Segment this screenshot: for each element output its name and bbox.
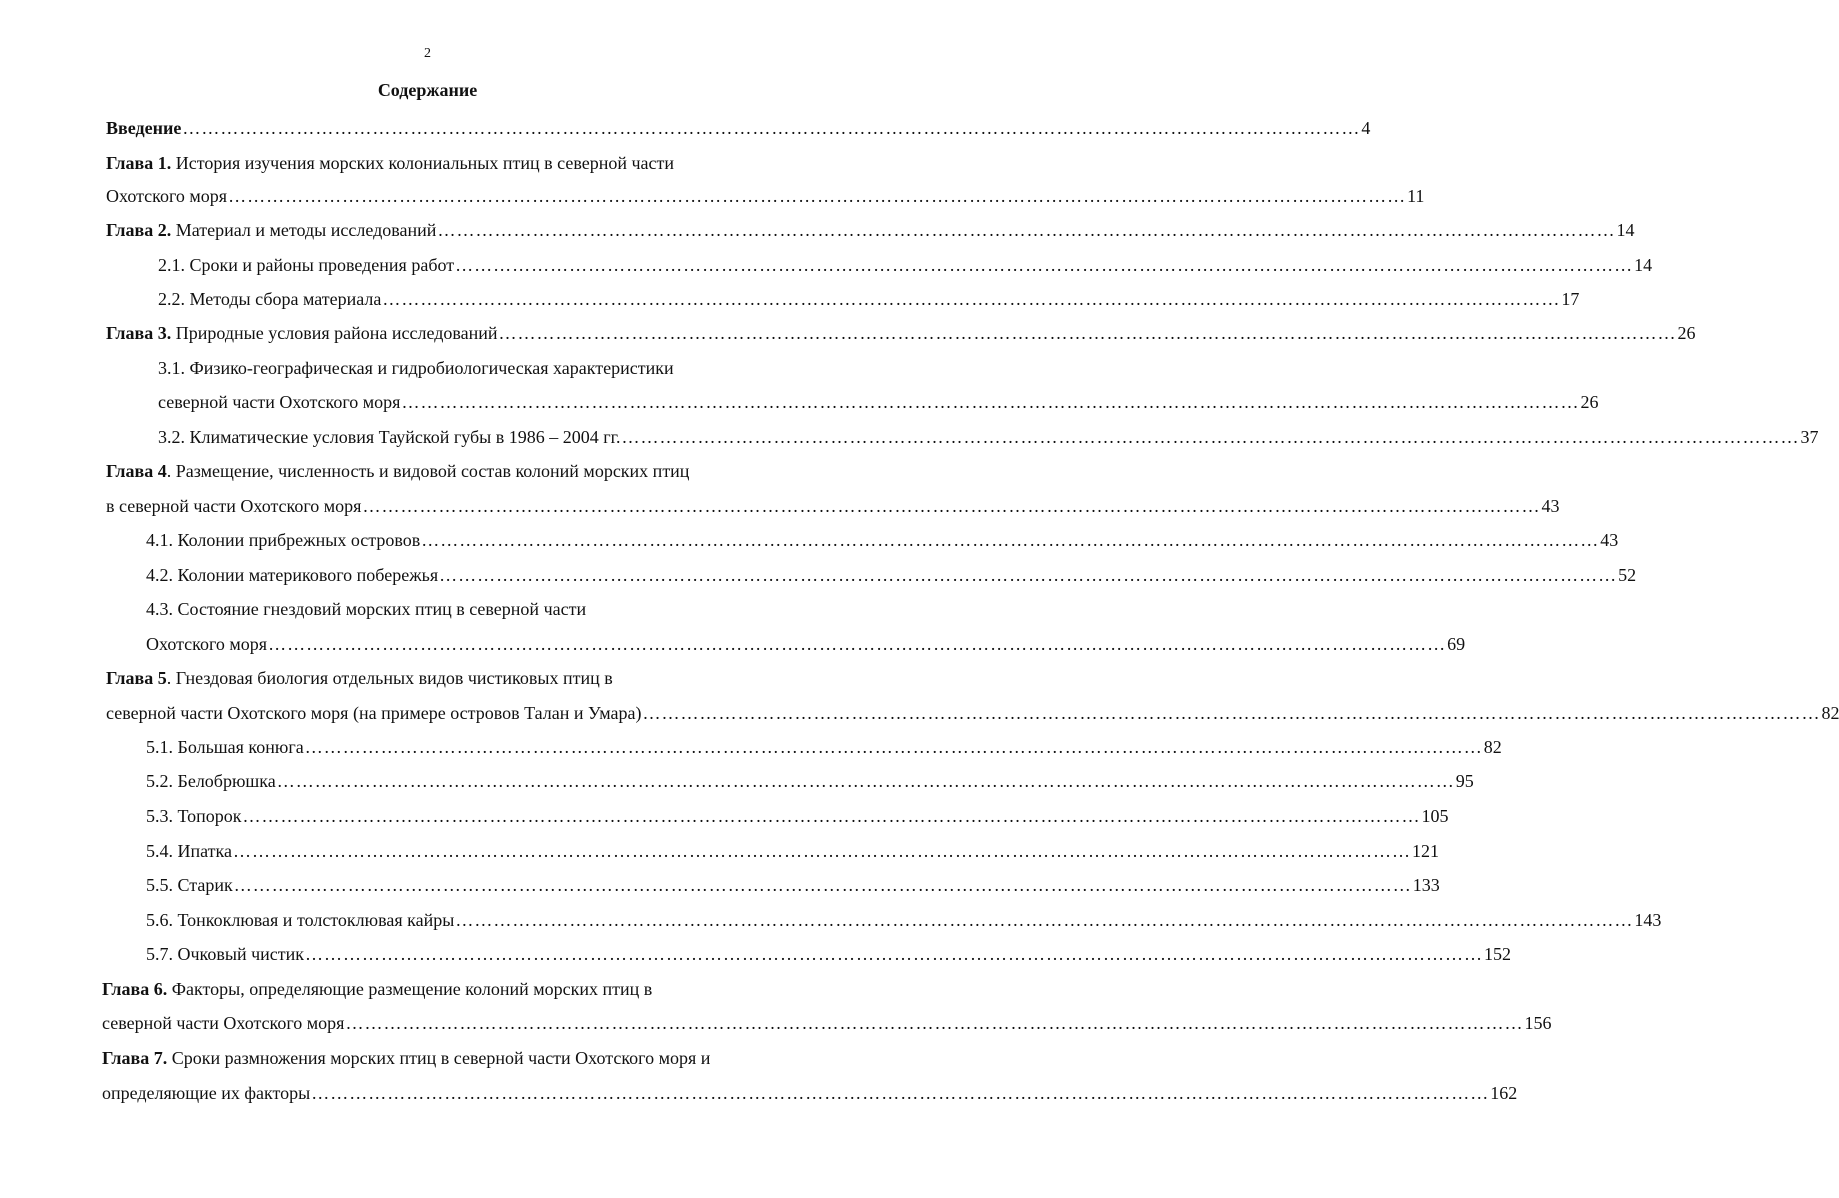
- entry-page: 152: [1484, 944, 1512, 964]
- entry-page: 43: [1600, 530, 1619, 550]
- entry-text: 2.2. Методы сбора материала: [158, 289, 382, 309]
- entry-text: 5.1. Большая конюга: [146, 737, 304, 757]
- toc-entry-chapter-5-cont: [106, 700, 1839, 726]
- entry-text: 5.7. Очковый чистик: [146, 944, 305, 964]
- entry-text: 5.6. Тонкоклювая и толстоклювая кайры: [146, 910, 455, 930]
- dot-leader: ……………………………………………………………………………………………………………………………………………………………………: [276, 771, 1455, 791]
- toc-entry-chapter-1: [106, 150, 766, 176]
- toc-entry-chapter-4: [106, 458, 766, 484]
- toc-entry-chapter-1-cont: [106, 183, 1425, 209]
- entry-page: 82: [1821, 703, 1839, 723]
- entry-page: 133: [1412, 875, 1440, 895]
- toc-entry-chapter-6: [102, 976, 766, 1002]
- toc-entry-4-1: [146, 527, 1619, 553]
- toc-entry-5-2: [146, 768, 1474, 794]
- entry-text: Охотского моря: [106, 186, 228, 206]
- toc-entry-chapter-7-cont: [102, 1080, 1518, 1106]
- toc-entry-5-5: [146, 872, 1440, 898]
- dot-leader: ……………………………………………………………………………………………………………………………………………………………………: [498, 323, 1677, 343]
- toc-entry-2-2: [158, 286, 1580, 312]
- entry-text: 2.1. Сроки и районы проведения работ: [158, 255, 455, 275]
- entry-text: 5.3. Топорок: [146, 806, 242, 826]
- entry-text: северной части Охотского моря (на примере островов Талан и Умара): [106, 703, 642, 723]
- entry-label: Глава 5: [106, 668, 167, 688]
- dot-leader: ……………………………………………………………………………………………………………………………………………………………………: [437, 220, 1616, 240]
- toc-entry-5-7: [146, 941, 1512, 967]
- toc-entry-chapter-5: [106, 665, 766, 691]
- dot-leader: ……………………………………………………………………………………………………………………………………………………………………: [305, 944, 1484, 964]
- entry-page: 121: [1411, 841, 1439, 861]
- toc-entry-3-1-cont: [158, 389, 1599, 415]
- dot-leader: ……………………………………………………………………………………………………………………………………………………………………: [228, 186, 1407, 206]
- entry-text: определяющие их факторы: [102, 1083, 311, 1103]
- entry-page: 4: [1361, 118, 1371, 138]
- entry-label: Введение: [106, 118, 182, 138]
- toc-entry-5-3: [146, 803, 1449, 829]
- entry-text: Природные условия района исследований: [171, 323, 498, 343]
- dot-leader: ……………………………………………………………………………………………………………………………………………………………………: [401, 392, 1580, 412]
- dot-leader: ……………………………………………………………………………………………………………………………………………………………………: [439, 565, 1618, 585]
- dot-leader: ……………………………………………………………………………………………………………………………………………………………………: [232, 841, 1411, 861]
- toc-entry-2-1: [158, 252, 1653, 278]
- entry-text: 5.5. Старик: [146, 875, 233, 895]
- entry-label: Глава 4: [106, 461, 167, 481]
- entry-label: Глава 7.: [102, 1048, 168, 1068]
- entry-page: 105: [1421, 806, 1449, 826]
- entry-page: 156: [1524, 1013, 1552, 1033]
- entry-label: Глава 3.: [106, 323, 172, 343]
- toc-entry-introduction: [106, 115, 1371, 141]
- entry-text: 5.4. Ипатка: [146, 841, 232, 861]
- dot-leader: ……………………………………………………………………………………………………………………………………………………………………: [362, 496, 1541, 516]
- entry-text: История изучения морских колониальных птиц в северной части: [171, 153, 675, 173]
- entry-page: 14: [1616, 220, 1635, 240]
- entry-text: северной части Охотского моря: [158, 392, 401, 412]
- toc-entry-4-3-cont: [146, 631, 1466, 657]
- dot-leader: ……………………………………………………………………………………………………………………………………………………………………: [311, 1083, 1490, 1103]
- entry-page: 82: [1483, 737, 1502, 757]
- entry-text: 3.1. Физико-географическая и гидробиологическая характеристики: [158, 358, 674, 378]
- entry-page: 11: [1407, 186, 1425, 206]
- toc-entry-chapter-3: [106, 320, 1696, 346]
- toc-entry-4-2: [146, 562, 1637, 588]
- toc-entry-chapter-4-cont: [106, 493, 1560, 519]
- toc-entry-3-1: [158, 355, 758, 381]
- entry-text: Охотского моря: [146, 634, 268, 654]
- entry-label: Глава 6.: [102, 979, 168, 999]
- entry-page: 26: [1677, 323, 1696, 343]
- dot-leader: ……………………………………………………………………………………………………………………………………………………………………: [233, 875, 1412, 895]
- dot-leader: ……………………………………………………………………………………………………………………………………………………………………: [345, 1013, 1524, 1033]
- entry-page: 37: [1800, 427, 1819, 447]
- entry-page: 143: [1634, 910, 1662, 930]
- entry-label: Глава 1.: [106, 153, 172, 173]
- toc-entry-3-2: [158, 424, 1819, 450]
- entry-text: в северной части Охотского моря: [106, 496, 362, 516]
- entry-heading: [106, 217, 436, 243]
- toc-entry-5-1: [146, 734, 1502, 760]
- entry-page: 162: [1490, 1083, 1518, 1103]
- entry-label: Глава 2.: [106, 220, 172, 240]
- dot-leader: ……………………………………………………………………………………………………………………………………………………………………: [242, 806, 1421, 826]
- entry-text: 3.2. Климатические условия Тауйской губы в 1986 – 2004 гг.: [158, 427, 621, 447]
- toc-entry-5-4: [146, 838, 1439, 864]
- entry-heading: [106, 320, 498, 346]
- toc-entry-chapter-7: [102, 1045, 782, 1071]
- entry-text: 4.1. Колонии прибрежных островов: [146, 530, 421, 550]
- entry-page: 17: [1561, 289, 1580, 309]
- dot-leader: ……………………………………………………………………………………………………………………………………………………………………: [455, 910, 1634, 930]
- dot-leader: ……………………………………………………………………………………………………………………………………………………………………: [268, 634, 1447, 654]
- entry-text: . Размещение, численность и видовой состав колоний морских птиц: [166, 461, 690, 481]
- entry-page: 26: [1580, 392, 1599, 412]
- entry-page: 69: [1447, 634, 1466, 654]
- entry-text: 5.2. Белобрюшка: [146, 771, 276, 791]
- entry-text: Факторы, определяющие размещение колоний морских птиц в: [167, 979, 653, 999]
- dot-leader: ……………………………………………………………………………………………………………………………………………………………………: [382, 289, 1561, 309]
- page-number: 2: [424, 46, 431, 61]
- dot-leader: ……………………………………………………………………………………………………………………………………………………………………: [455, 255, 1634, 275]
- entry-text: Сроки размножения морских птиц в северной части Охотского моря и: [167, 1048, 711, 1068]
- toc-entry-5-6: [146, 907, 1662, 933]
- entry-text: северной части Охотского моря: [102, 1013, 345, 1033]
- dot-leader: ……………………………………………………………………………………………………………………………………………………………………: [182, 118, 1361, 138]
- dot-leader: ……………………………………………………………………………………………………………………………………………………………………: [642, 703, 1821, 723]
- entry-text: 4.3. Состояние гнездовий морских птиц в северной части: [146, 599, 587, 619]
- entry-page: 95: [1455, 771, 1474, 791]
- dot-leader: ……………………………………………………………………………………………………………………………………………………………………: [421, 530, 1600, 550]
- toc-entry-chapter-6-cont: [102, 1010, 1552, 1036]
- toc-entry-chapter-2: [106, 217, 1635, 243]
- toc-entry-4-3: [146, 596, 746, 622]
- dot-leader: ……………………………………………………………………………………………………………………………………………………………………: [621, 427, 1800, 447]
- entry-page: 43: [1541, 496, 1560, 516]
- toc-title: Содержание: [377, 80, 478, 100]
- entry-text: . Гнездовая биология отдельных видов чистиковых птиц в: [166, 668, 613, 688]
- entry-page: 52: [1618, 565, 1637, 585]
- entry-text: Материал и методы исследований: [171, 220, 437, 240]
- entry-page: 14: [1634, 255, 1653, 275]
- dot-leader: ……………………………………………………………………………………………………………………………………………………………………: [304, 737, 1483, 757]
- entry-text: 4.2. Колонии материкового побережья: [146, 565, 439, 585]
